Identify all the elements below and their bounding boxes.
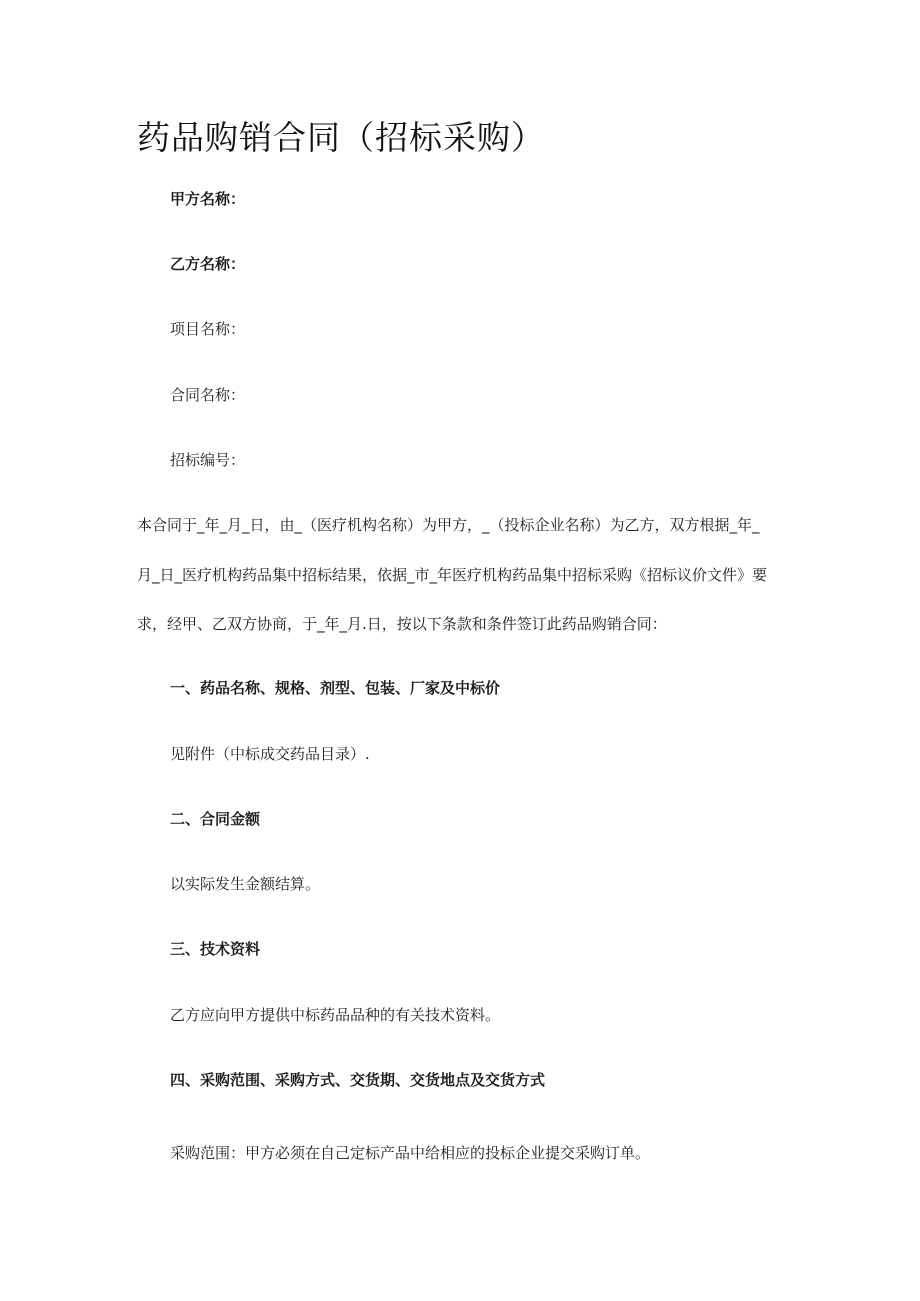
section-body-1: 见附件（中标成交药品目录）. <box>170 745 370 763</box>
section-body-3: 乙方应向甲方提供中标药品品种的有关技术资料。 <box>170 1006 501 1024</box>
section-heading-4: 四、采购范围、采购方式、交货期、交货地点及交货方式 <box>170 1071 546 1089</box>
section-body-2: 以实际发生金额结算。 <box>170 875 321 893</box>
project-name-label: 项目名称： <box>170 320 246 338</box>
section-body-4: 采购范围：甲方必须在自己定标产品中给相应的投标企业提交采购订单。 <box>170 1144 651 1162</box>
section-heading-3: 三、技术资料 <box>170 940 261 958</box>
preamble-line-2: 月_日_医疗机构药品集中招标结果，依据_市_年医疗机构药品集中招标采购《招标议价文件》要 <box>137 566 768 584</box>
party-a-label: 甲方名称： <box>170 190 246 208</box>
document-title: 药品购销合同（招标采购） <box>137 118 545 157</box>
preamble-line-3: 求，经甲、乙双方协商，于_年_月.日，按以下条款和条件签订此药品购销合同： <box>137 615 667 633</box>
party-b-label: 乙方名称： <box>170 255 246 273</box>
section-heading-2: 二、合同金额 <box>170 810 261 828</box>
preamble-line-1: 本合同于_年_月_日，由_（医疗机构名称）为甲方，_（投标企业名称）为乙方，双方根据_年_ <box>137 516 760 534</box>
section-heading-1: 一、药品名称、规格、剂型、包装、厂家及中标价 <box>170 679 501 697</box>
tender-number-label: 招标编号： <box>170 451 246 469</box>
contract-name-label: 合同名称： <box>170 386 246 404</box>
